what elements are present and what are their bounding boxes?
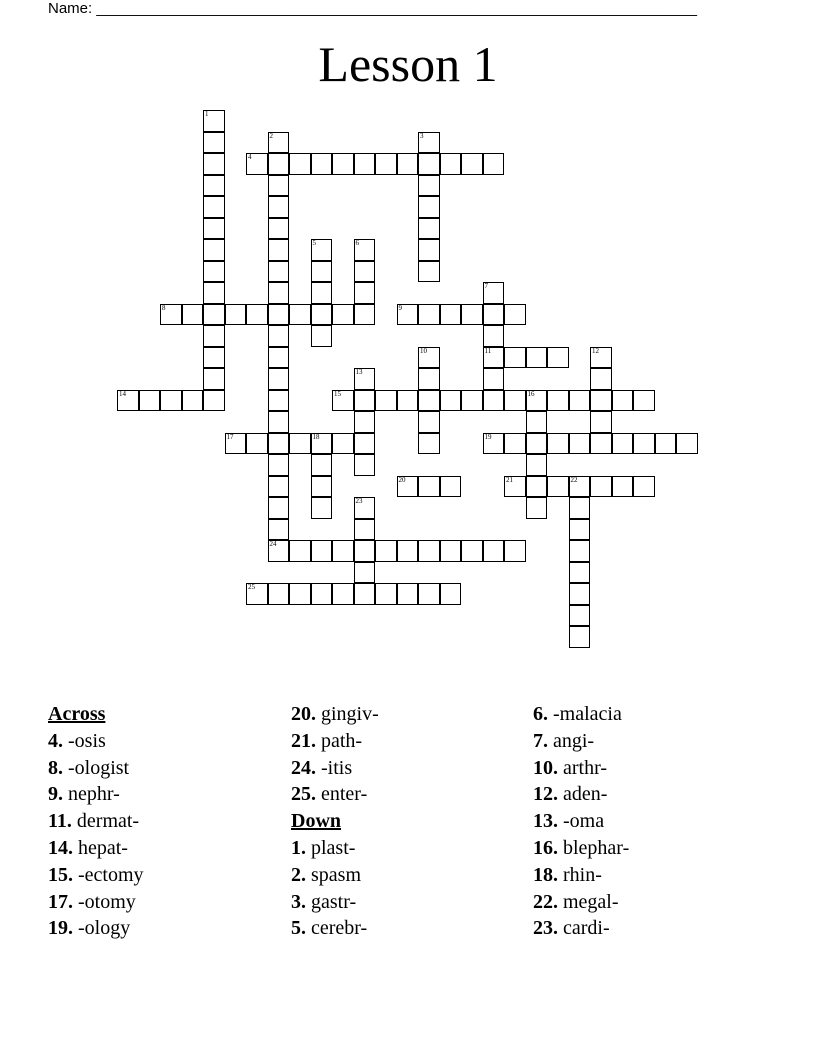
clue-down-7: 7. angi- bbox=[533, 729, 595, 752]
crossword-cell[interactable] bbox=[483, 153, 505, 175]
crossword-cell[interactable] bbox=[311, 497, 333, 519]
crossword-cell[interactable] bbox=[440, 540, 462, 562]
crossword-cell[interactable] bbox=[268, 476, 290, 498]
crossword-cell[interactable] bbox=[612, 476, 634, 498]
crossword-cell[interactable] bbox=[203, 132, 225, 154]
crossword-cell[interactable] bbox=[354, 540, 376, 562]
crossword-cell[interactable] bbox=[483, 304, 505, 326]
clue-number: 24 bbox=[269, 540, 277, 548]
crossword-cell[interactable] bbox=[354, 261, 376, 283]
crossword-cell[interactable] bbox=[483, 282, 505, 304]
crossword-cell[interactable] bbox=[354, 411, 376, 433]
clue-across-19: 19. -ology bbox=[48, 917, 131, 940]
crossword-cell[interactable] bbox=[268, 218, 290, 240]
crossword-cell[interactable] bbox=[311, 476, 333, 498]
crossword-cell[interactable] bbox=[633, 433, 655, 455]
crossword-cell[interactable] bbox=[418, 175, 440, 197]
clue-number: 25 bbox=[248, 583, 255, 591]
clue-number: 14 bbox=[119, 389, 126, 398]
crossword-cell[interactable] bbox=[569, 519, 591, 541]
crossword-cell[interactable] bbox=[311, 540, 333, 562]
crossword-cell[interactable] bbox=[268, 175, 290, 197]
crossword-cell[interactable] bbox=[483, 390, 505, 412]
clue-across-11: 11. dermat- bbox=[48, 810, 140, 833]
crossword-cell[interactable] bbox=[504, 304, 526, 326]
across-header: Across bbox=[48, 703, 106, 725]
crossword-cell[interactable] bbox=[655, 433, 677, 455]
crossword-cell[interactable] bbox=[418, 239, 440, 261]
crossword-cell[interactable] bbox=[569, 626, 591, 648]
crossword-cell[interactable] bbox=[440, 583, 462, 605]
crossword-cell[interactable] bbox=[590, 390, 612, 412]
clue-number: 19 bbox=[484, 432, 492, 441]
crossword-cell[interactable] bbox=[203, 282, 225, 304]
crossword-cell[interactable] bbox=[440, 153, 462, 175]
clue-down-2: 2. spasm bbox=[291, 863, 361, 886]
crossword-cell[interactable] bbox=[268, 325, 290, 347]
crossword-cell[interactable] bbox=[418, 153, 440, 175]
clue-down-22: 22. megal- bbox=[533, 890, 619, 913]
crossword-cell[interactable] bbox=[526, 476, 548, 498]
crossword-cell[interactable] bbox=[311, 454, 333, 476]
crossword-cell[interactable] bbox=[268, 282, 290, 304]
crossword-cell[interactable] bbox=[526, 390, 548, 412]
crossword-cell[interactable] bbox=[483, 347, 505, 369]
crossword-cell[interactable] bbox=[569, 605, 591, 627]
crossword-cell[interactable] bbox=[526, 454, 548, 476]
crossword-cell[interactable] bbox=[311, 153, 333, 175]
crossword-cell[interactable] bbox=[397, 476, 419, 498]
crossword-cell[interactable] bbox=[289, 304, 311, 326]
crossword-cell[interactable] bbox=[569, 476, 591, 498]
crossword-cell[interactable] bbox=[633, 476, 655, 498]
crossword-cell[interactable] bbox=[354, 497, 376, 519]
crossword-cell[interactable] bbox=[203, 175, 225, 197]
crossword-cell[interactable] bbox=[526, 433, 548, 455]
clue-number: 9 bbox=[398, 303, 402, 312]
crossword-cell[interactable] bbox=[418, 304, 440, 326]
crossword-cell[interactable] bbox=[440, 304, 462, 326]
crossword-cell[interactable] bbox=[354, 153, 376, 175]
clue-number: 3 bbox=[420, 131, 424, 140]
crossword-cell[interactable] bbox=[311, 433, 333, 455]
clue-down-18: 18. rhin- bbox=[533, 863, 602, 886]
crossword-cell[interactable] bbox=[203, 368, 225, 390]
crossword-cell[interactable] bbox=[203, 325, 225, 347]
crossword-cell[interactable] bbox=[332, 540, 354, 562]
crossword-cell[interactable] bbox=[612, 433, 634, 455]
crossword-cell[interactable] bbox=[268, 540, 290, 562]
clue-number: 22 bbox=[570, 475, 578, 484]
crossword-cell[interactable] bbox=[311, 583, 333, 605]
crossword-cell[interactable] bbox=[375, 583, 397, 605]
clue-number: 10 bbox=[420, 346, 427, 355]
clue-number: 2 bbox=[269, 131, 273, 140]
crossword-cell[interactable] bbox=[354, 583, 376, 605]
crossword-cell[interactable] bbox=[397, 304, 419, 326]
clue-number: 18 bbox=[312, 432, 320, 441]
crossword-cell[interactable] bbox=[268, 368, 290, 390]
crossword-cell[interactable] bbox=[612, 390, 634, 412]
crossword-cell[interactable] bbox=[354, 239, 376, 261]
crossword-cell[interactable] bbox=[268, 519, 290, 541]
crossword-cell[interactable] bbox=[268, 196, 290, 218]
crossword-cell[interactable] bbox=[203, 261, 225, 283]
clues-column-1 bbox=[48, 701, 144, 942]
crossword-cell[interactable] bbox=[483, 540, 505, 562]
crossword-cell[interactable] bbox=[547, 390, 569, 412]
crossword-cell[interactable] bbox=[461, 540, 483, 562]
clue-number: 20 bbox=[398, 475, 406, 484]
crossword-cell[interactable] bbox=[268, 347, 290, 369]
crossword-cell[interactable] bbox=[461, 304, 483, 326]
clue-across-14: 14. hepat- bbox=[48, 836, 128, 859]
crossword-cell[interactable] bbox=[440, 476, 462, 498]
crossword-cell[interactable] bbox=[354, 454, 376, 476]
crossword-cell[interactable] bbox=[440, 390, 462, 412]
crossword-cell[interactable] bbox=[397, 583, 419, 605]
clue-number: 6 bbox=[355, 239, 359, 247]
clue-down-3: 3. gastr- bbox=[291, 890, 357, 913]
crossword-cell[interactable] bbox=[375, 390, 397, 412]
crossword-cell[interactable] bbox=[590, 347, 612, 369]
crossword-cell[interactable] bbox=[569, 390, 591, 412]
crossword-cell[interactable] bbox=[418, 390, 440, 412]
crossword-cell[interactable] bbox=[182, 304, 204, 326]
crossword-cell[interactable] bbox=[289, 433, 311, 455]
clue-number: 4 bbox=[248, 153, 252, 161]
crossword-cell[interactable] bbox=[354, 562, 376, 584]
crossword-cell[interactable] bbox=[203, 390, 225, 412]
crossword-cell[interactable] bbox=[418, 540, 440, 562]
clue-number: 23 bbox=[355, 497, 363, 505]
crossword-cell[interactable] bbox=[418, 132, 440, 154]
clue-across-8: 8. -ologist bbox=[48, 756, 130, 779]
clue-across-17: 17. -otomy bbox=[48, 890, 136, 913]
crossword-cell[interactable] bbox=[268, 411, 290, 433]
crossword-cell[interactable] bbox=[569, 540, 591, 562]
crossword-cell[interactable] bbox=[311, 282, 333, 304]
student-name-field[interactable]: Name: ________________________________________________________________________ bbox=[48, 0, 697, 17]
clue-number: 15 bbox=[334, 389, 341, 398]
crossword-cell[interactable] bbox=[418, 433, 440, 455]
crossword-cell[interactable] bbox=[354, 433, 376, 455]
clue-down-1: 1. plast- bbox=[291, 836, 356, 859]
crossword-cell[interactable] bbox=[332, 153, 354, 175]
crossword-cell[interactable] bbox=[332, 390, 354, 412]
clue-number: 5 bbox=[312, 239, 316, 247]
clue-across-24: 24. -itis bbox=[291, 756, 353, 779]
crossword-cell[interactable] bbox=[418, 218, 440, 240]
clue-across-15: 15. -ectomy bbox=[48, 863, 144, 886]
crossword-cell[interactable] bbox=[203, 110, 225, 132]
crossword-cell[interactable] bbox=[203, 304, 225, 326]
crossword-cell[interactable] bbox=[504, 347, 526, 369]
clue-down-5: 5. cerebr- bbox=[291, 917, 368, 940]
crossword-cell[interactable] bbox=[526, 411, 548, 433]
crossword-cell[interactable] bbox=[633, 390, 655, 412]
crossword-cell[interactable] bbox=[246, 304, 268, 326]
crossword-cell[interactable] bbox=[268, 433, 290, 455]
crossword-cell[interactable] bbox=[354, 282, 376, 304]
crossword-cell[interactable] bbox=[289, 540, 311, 562]
crossword-cell[interactable] bbox=[676, 433, 698, 455]
crossword-cell[interactable] bbox=[246, 153, 268, 175]
crossword-cell[interactable] bbox=[483, 368, 505, 390]
crossword-cell[interactable] bbox=[268, 239, 290, 261]
clue-down-16: 16. blephar- bbox=[533, 836, 630, 859]
crossword-cell[interactable] bbox=[375, 540, 397, 562]
crossword-cell[interactable] bbox=[117, 390, 139, 412]
crossword-cell[interactable] bbox=[397, 390, 419, 412]
crossword-cell[interactable] bbox=[461, 390, 483, 412]
worksheet-title: Lesson 1 bbox=[318, 36, 498, 92]
clue-across-20: 20. gingiv- bbox=[291, 703, 379, 725]
crossword-cell[interactable] bbox=[332, 583, 354, 605]
crossword-cell[interactable] bbox=[418, 347, 440, 369]
crossword-cell[interactable] bbox=[418, 411, 440, 433]
crossword-cell[interactable] bbox=[160, 390, 182, 412]
crossword-cell[interactable] bbox=[311, 239, 333, 261]
crossword-cell[interactable] bbox=[268, 304, 290, 326]
crossword-cell[interactable] bbox=[182, 390, 204, 412]
crossword-cell[interactable] bbox=[354, 519, 376, 541]
crossword-cell[interactable] bbox=[504, 540, 526, 562]
crossword-cell[interactable] bbox=[418, 196, 440, 218]
crossword-cell[interactable] bbox=[590, 368, 612, 390]
clue-number: 8 bbox=[162, 303, 166, 312]
crossword-cell[interactable] bbox=[526, 497, 548, 519]
crossword-cell[interactable] bbox=[354, 304, 376, 326]
crossword-cell[interactable] bbox=[203, 196, 225, 218]
clue-across-9: 9. nephr- bbox=[48, 783, 120, 806]
clue-number: 21 bbox=[506, 475, 513, 484]
clues-column-3 bbox=[533, 701, 629, 942]
crossword-cell[interactable] bbox=[203, 218, 225, 240]
crossword-cell[interactable] bbox=[569, 433, 591, 455]
clue-number: 13 bbox=[355, 368, 363, 376]
clue-across-4: 4. -osis bbox=[48, 729, 106, 752]
crossword-cell[interactable] bbox=[504, 476, 526, 498]
crossword-cell[interactable] bbox=[311, 325, 333, 347]
crossword-cell[interactable] bbox=[268, 132, 290, 154]
crossword-cell[interactable] bbox=[268, 497, 290, 519]
crossword-cell[interactable] bbox=[268, 153, 290, 175]
clue-number: 17 bbox=[226, 432, 234, 441]
clue-down-6: 6. -malacia bbox=[533, 703, 622, 725]
crossword-cell[interactable] bbox=[225, 433, 247, 455]
crossword-cell[interactable] bbox=[461, 153, 483, 175]
crossword-cell[interactable] bbox=[203, 153, 225, 175]
crossword-cell[interactable] bbox=[526, 347, 548, 369]
crossword-cell[interactable] bbox=[311, 304, 333, 326]
crossword-cell[interactable] bbox=[590, 476, 612, 498]
crossword-cell[interactable] bbox=[483, 433, 505, 455]
crossword-cell[interactable] bbox=[569, 583, 591, 605]
clue-number: 11 bbox=[484, 346, 492, 355]
crossword-cell[interactable] bbox=[569, 497, 591, 519]
down-header: Down bbox=[291, 810, 342, 833]
crossword-cell[interactable] bbox=[268, 261, 290, 283]
crossword-cell[interactable] bbox=[246, 433, 268, 455]
crossword-cell[interactable] bbox=[397, 540, 419, 562]
crossword-cell[interactable] bbox=[160, 304, 182, 326]
clue-down-10: 10. arthr- bbox=[533, 756, 608, 779]
clues-column-2 bbox=[291, 701, 379, 942]
clue-number: 16 bbox=[527, 389, 535, 398]
crossword-cell[interactable] bbox=[504, 433, 526, 455]
crossword-cell[interactable] bbox=[354, 390, 376, 412]
crossword-cell[interactable] bbox=[225, 304, 247, 326]
crossword-cell[interactable] bbox=[590, 411, 612, 433]
clue-across-25: 25. enter- bbox=[291, 783, 368, 806]
crossword-cell[interactable] bbox=[354, 368, 376, 390]
crossword-cell[interactable] bbox=[590, 433, 612, 455]
crossword-cell[interactable] bbox=[418, 368, 440, 390]
crossword-cell[interactable] bbox=[268, 583, 290, 605]
clue-across-21: 21. path- bbox=[291, 729, 363, 752]
crossword-cell[interactable] bbox=[311, 261, 333, 283]
crossword-cell[interactable] bbox=[418, 583, 440, 605]
crossword-cell[interactable] bbox=[504, 390, 526, 412]
crossword-cell[interactable] bbox=[418, 476, 440, 498]
clue-number: 12 bbox=[592, 346, 599, 355]
crossword-cell[interactable] bbox=[397, 153, 419, 175]
crossword-cell[interactable] bbox=[332, 433, 354, 455]
clue-number: 7 bbox=[484, 282, 488, 290]
crossword-cell[interactable] bbox=[289, 583, 311, 605]
crossword-cell[interactable] bbox=[547, 476, 569, 498]
clue-down-12: 12. aden- bbox=[533, 783, 608, 806]
clue-down-23: 23. cardi- bbox=[533, 917, 610, 940]
crossword-cell[interactable] bbox=[246, 583, 268, 605]
crossword-cell[interactable] bbox=[268, 390, 290, 412]
crossword-cell[interactable] bbox=[547, 433, 569, 455]
crossword-cell[interactable] bbox=[203, 347, 225, 369]
clue-down-13: 13. -oma bbox=[533, 810, 605, 833]
crossword-cell[interactable] bbox=[418, 261, 440, 283]
crossword-cell[interactable] bbox=[547, 347, 569, 369]
crossword-cell[interactable] bbox=[483, 325, 505, 347]
crossword-cell[interactable] bbox=[139, 390, 161, 412]
crossword-cell[interactable] bbox=[289, 153, 311, 175]
crossword-cell[interactable] bbox=[569, 562, 591, 584]
crossword-cell[interactable] bbox=[203, 239, 225, 261]
clue-number: 1 bbox=[205, 110, 209, 118]
crossword-cell[interactable] bbox=[268, 454, 290, 476]
crossword-cell[interactable] bbox=[375, 153, 397, 175]
crossword-cell[interactable] bbox=[332, 304, 354, 326]
